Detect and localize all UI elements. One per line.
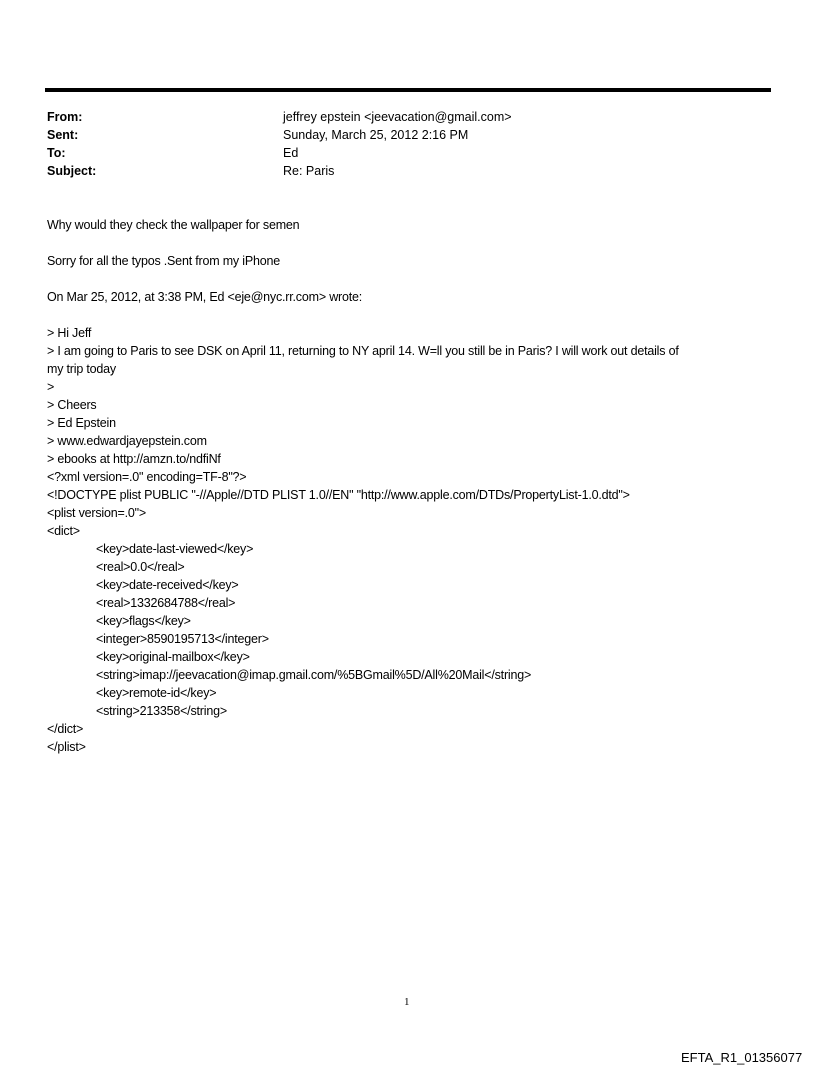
body-line: <key>date-received</key> (96, 578, 239, 592)
body-line: > ebooks at http://amzn.to/ndfiNf (47, 452, 221, 466)
body-line: <plist version=.0"> (47, 506, 146, 520)
body-line: > I am going to Paris to see DSK on April 11, returning to NY april 14. W=ll you still be in Paris? I will work out details of (47, 344, 679, 358)
body-line: > (47, 380, 55, 394)
email-body (47, 216, 679, 756)
body-line: <string>imap://jeevacation@imap.gmail.com/%5BGmail%5D/All%20Mail</string> (96, 668, 532, 682)
body-line: <!DOCTYPE plist PUBLIC "-//Apple//DTD PLIST 1.0//EN" "http://www.apple.com/DTDs/PropertyList-1.0.dtd"> (47, 488, 630, 502)
body-line: Sorry for all the typos .Sent from my iPhone (47, 254, 280, 268)
header-label: Subject: (47, 164, 97, 178)
header-rule (45, 88, 771, 92)
body-line: <real>0.0</real> (96, 560, 185, 574)
body-line: <dict> (47, 524, 80, 538)
body-line: </plist> (47, 740, 86, 754)
body-line: Why would they check the wallpaper for semen (47, 218, 300, 232)
body-line (47, 306, 679, 324)
header-label: From: (47, 110, 83, 124)
header-value: Ed (283, 146, 299, 160)
body-line: On Mar 25, 2012, at 3:38 PM, Ed <eje@nyc.rr.com> wrote: (47, 290, 363, 304)
body-line: <?xml version=.0" encoding=TF-8"?> (47, 470, 247, 484)
body-line: my trip today (47, 362, 116, 376)
body-line: <key>remote-id</key> (96, 686, 217, 700)
body-line (47, 270, 679, 288)
body-line: > Hi Jeff (47, 326, 92, 340)
body-line: > Ed Epstein (47, 416, 116, 430)
body-line: </dict> (47, 722, 84, 736)
body-line: <integer>8590195713</integer> (96, 632, 269, 646)
bates-number: EFTA_R1_01356077 (681, 1050, 803, 1065)
page-number: 1 (404, 996, 410, 1008)
header-value: Re: Paris (283, 164, 335, 178)
body-line: <string>213358</string> (96, 704, 227, 718)
body-line: > www.edwardjayepstein.com (47, 434, 207, 448)
body-line: <real>1332684788</real> (96, 596, 236, 610)
header-label: Sent: (47, 128, 79, 142)
body-line: <key>original-mailbox</key> (96, 650, 250, 664)
header-value: Sunday, March 25, 2012 2:16 PM (283, 128, 469, 142)
header-label: To: (47, 146, 66, 160)
body-line (47, 234, 679, 252)
body-line: <key>flags</key> (96, 614, 191, 628)
header-value: jeffrey epstein <jeevacation@gmail.com> (283, 110, 512, 124)
body-line: > Cheers (47, 398, 97, 412)
body-line: <key>date-last-viewed</key> (96, 542, 254, 556)
